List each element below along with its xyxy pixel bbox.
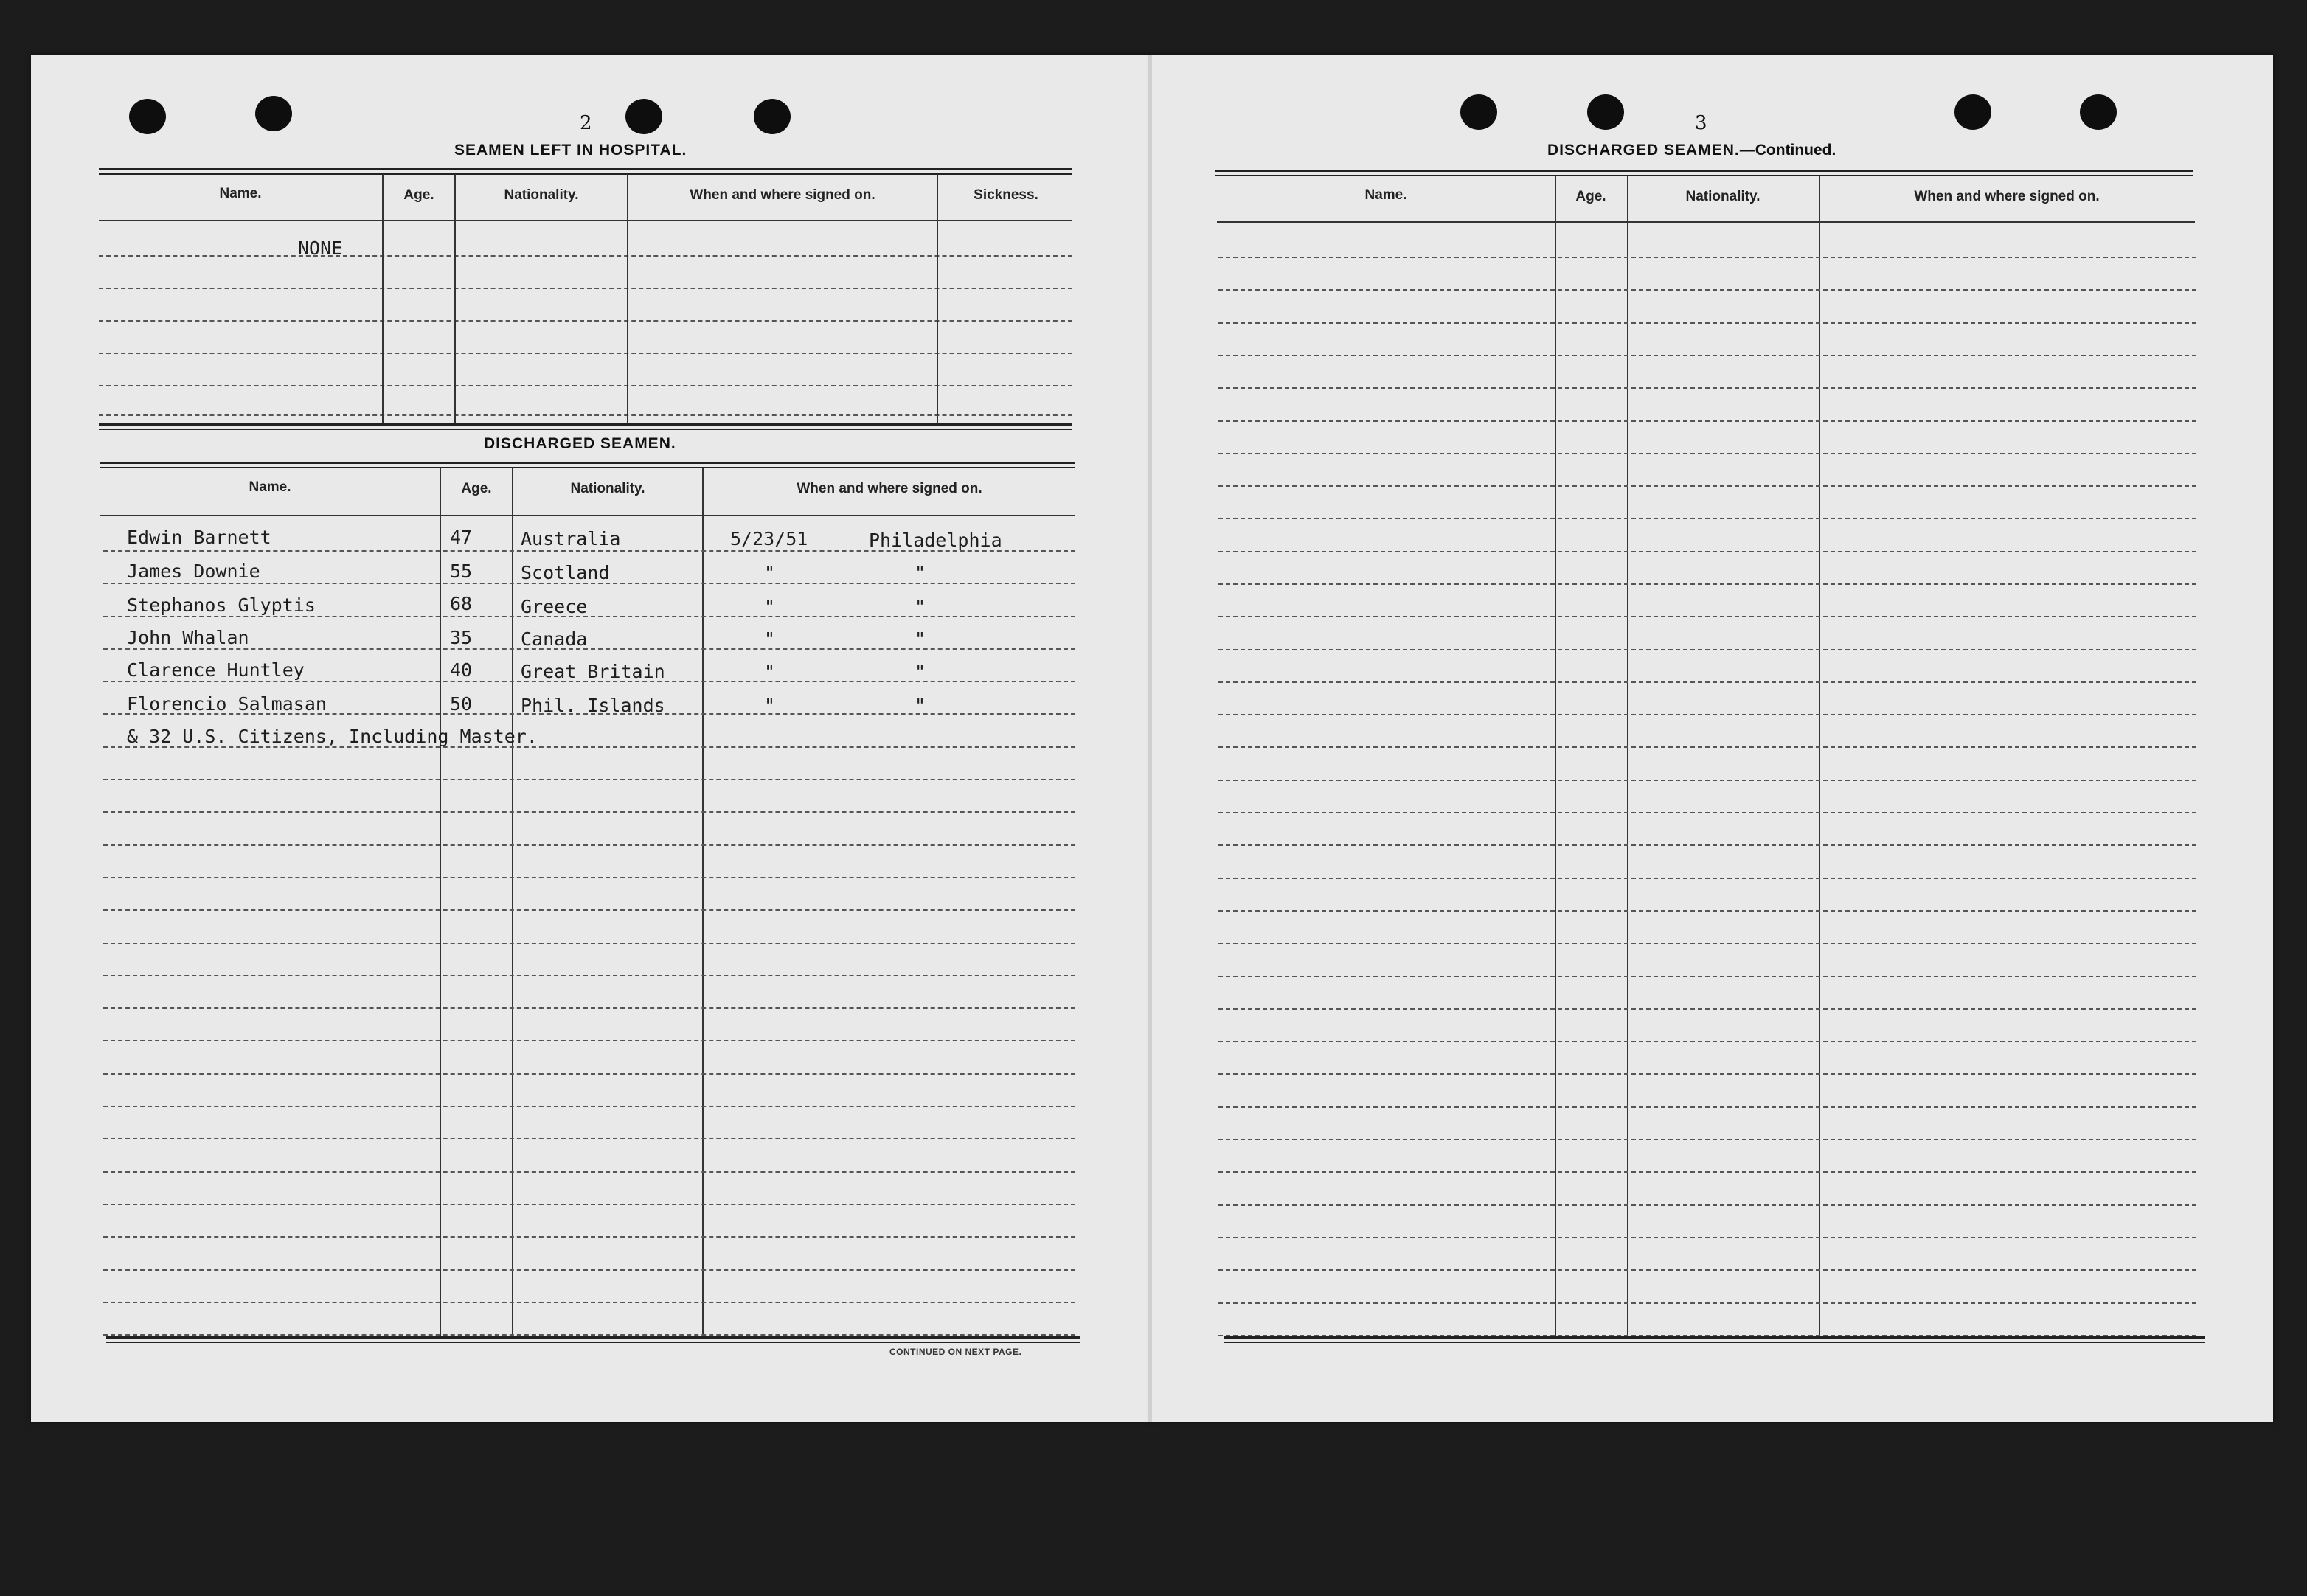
ledger-line [1218, 322, 2196, 324]
ledger-line [1218, 1269, 2196, 1271]
ledger-line [103, 877, 1075, 878]
ledger-line [1218, 714, 2196, 715]
seaman-date: " [764, 596, 776, 617]
punch-hole [255, 96, 292, 131]
ledger-line [1218, 257, 2196, 258]
seaman-place: " [915, 628, 926, 650]
punch-hole [1460, 94, 1497, 130]
column-divider [627, 174, 628, 425]
punch-hole [2080, 94, 2117, 130]
ledger-line [103, 1334, 1075, 1336]
ledger-line [1218, 420, 2196, 422]
hospital-col-nationality: Nationality. [504, 187, 579, 203]
continued-note: CONTINUED ON NEXT PAGE. [889, 1347, 1022, 1357]
page-spine [1148, 55, 1152, 1422]
page-number: 3 [1695, 112, 1707, 134]
seaman-date: " [764, 562, 776, 583]
column-divider [1555, 176, 1556, 1336]
ledger-line [1218, 1204, 2196, 1206]
hospital-col-age: Age. [403, 187, 434, 203]
hospital-section-title: SEAMEN LEFT IN HOSPITAL. [454, 142, 687, 159]
seaman-date: " [764, 628, 776, 650]
discharged-bottom-rule [106, 1336, 1080, 1343]
punch-hole [754, 99, 791, 134]
seaman-nationality: Canada [521, 628, 588, 650]
ledger-line [1218, 1171, 2196, 1173]
seaman-date: " [764, 695, 776, 716]
ledger-line [99, 353, 1072, 354]
hospital-top-rule [99, 168, 1072, 175]
hospital-col-signed-on: When and where signed on. [690, 187, 875, 203]
citizens-note: & 32 U.S. Citizens, Including Master. [127, 726, 538, 747]
punch-hole [1954, 94, 1991, 130]
ledger-line [103, 648, 1075, 650]
ledger-line [1218, 878, 2196, 879]
ledger-line [103, 1171, 1075, 1173]
ledger-line [1218, 453, 2196, 454]
ledger-line [1218, 1139, 2196, 1140]
ledger-line [1218, 649, 2196, 650]
ledger-line [103, 1040, 1075, 1041]
column-divider [702, 468, 704, 1338]
page-number: 2 [580, 112, 592, 134]
seaman-age: 40 [450, 659, 473, 681]
seaman-place: " [915, 661, 926, 682]
ledger-line [1218, 616, 2196, 617]
ledger-line [99, 414, 1072, 416]
right-page [1152, 55, 2273, 1422]
ledger-line [1218, 746, 2196, 748]
hospital-col-name: Name. [219, 186, 262, 201]
seaman-name: Florencio Salmasan [127, 693, 327, 715]
right-bottom-rule [1224, 1336, 2205, 1343]
ledger-line [1218, 910, 2196, 912]
seaman-age: 50 [450, 693, 473, 715]
seaman-name: Clarence Huntley [127, 659, 305, 681]
discharged-col-name: Name. [249, 479, 291, 495]
discharged-top-rule [100, 462, 1075, 468]
ledger-line [103, 779, 1075, 780]
ledger-line [99, 288, 1072, 289]
column-divider [440, 468, 441, 1338]
seaman-name: John Whalan [127, 627, 249, 648]
ledger-line [1218, 844, 2196, 846]
column-divider [937, 174, 938, 425]
seaman-nationality: Scotland [521, 562, 610, 583]
continued-suffix: —Continued. [1739, 142, 1836, 159]
ledger-line [103, 811, 1075, 813]
discharged-section-title: DISCHARGED SEAMEN. [484, 435, 676, 452]
ledger-line [1218, 355, 2196, 356]
seaman-date: " [764, 661, 776, 682]
ledger-line [1218, 681, 2196, 683]
ledger-line [103, 943, 1075, 944]
seaman-age: 55 [450, 561, 473, 582]
hospital-col-sickness: Sickness. [974, 187, 1038, 203]
column-divider [1819, 176, 1820, 1336]
seaman-place: " [915, 695, 926, 716]
ledger-line [103, 1302, 1075, 1303]
discharged-continued-title-text: DISCHARGED SEAMEN. [1547, 142, 1740, 159]
column-divider [1627, 176, 1628, 1336]
ledger-line [1218, 1302, 2196, 1304]
discharged-col-age: Age. [461, 481, 492, 496]
seaman-date: 5/23/51 [730, 528, 808, 549]
seaman-age: 68 [450, 593, 473, 614]
ledger-line [103, 1138, 1075, 1139]
ledger-line [103, 1269, 1075, 1271]
seaman-nationality: Greece [521, 596, 588, 617]
right-col-signed-on: When and where signed on. [1914, 189, 2100, 204]
ledger-line [103, 909, 1075, 911]
seaman-name: Edwin Barnett [127, 527, 271, 548]
right-col-nationality: Nationality. [1685, 189, 1760, 204]
seaman-place: Philadelphia [869, 530, 1002, 551]
ledger-line [99, 255, 1072, 257]
column-divider [454, 174, 456, 425]
right-col-name: Name. [1364, 187, 1407, 203]
seaman-age: 47 [450, 527, 473, 548]
ledger-line [1218, 1106, 2196, 1108]
seaman-place: " [915, 596, 926, 617]
punch-hole [129, 99, 166, 134]
seaman-name: Stephanos Glyptis [127, 594, 316, 616]
seaman-nationality: Australia [521, 528, 621, 549]
seaman-name: James Downie [127, 561, 260, 582]
ledger-line [99, 320, 1072, 322]
ledger-line [1218, 518, 2196, 519]
ledger-line [103, 844, 1075, 846]
discharged-header-rule [100, 515, 1075, 516]
column-divider [382, 174, 384, 425]
right-header-rule [1217, 221, 2195, 223]
punch-hole [625, 99, 662, 134]
ledger-line [1218, 551, 2196, 552]
ledger-line [1218, 583, 2196, 585]
ledger-line [103, 616, 1075, 617]
ledger-line [1218, 1041, 2196, 1042]
ledger-line [103, 1204, 1075, 1205]
ledger-line [103, 975, 1075, 976]
discharged-col-signed-on: When and where signed on. [797, 481, 982, 496]
ledger-line [1218, 485, 2196, 487]
ledger-line [99, 385, 1072, 386]
ledger-line [1218, 1073, 2196, 1075]
ledger-line [103, 1236, 1075, 1238]
seaman-place: " [915, 562, 926, 583]
ledger-line [103, 1106, 1075, 1107]
ledger-line [1218, 387, 2196, 389]
ledger-line [1218, 943, 2196, 944]
ledger-line [103, 1073, 1075, 1075]
ledger-line [1218, 289, 2196, 291]
ledger-line [103, 1007, 1075, 1009]
ledger-line [1218, 1237, 2196, 1238]
hospital-bottom-rule [99, 423, 1072, 430]
ledger-line [1218, 1008, 2196, 1010]
ledger-line [1218, 812, 2196, 813]
seaman-age: 35 [450, 627, 473, 648]
seaman-nationality: Great Britain [521, 661, 665, 682]
discharged-col-nationality: Nationality. [570, 481, 645, 496]
hospital-header-rule [99, 220, 1072, 221]
seaman-nationality: Phil. Islands [521, 695, 665, 716]
right-top-rule [1215, 170, 2193, 176]
column-divider [512, 468, 513, 1338]
discharged-continued-title [1547, 142, 1836, 159]
punch-hole [1587, 94, 1624, 130]
right-col-age: Age. [1575, 189, 1606, 204]
ledger-line [1218, 780, 2196, 781]
hospital-entry: NONE [298, 237, 343, 259]
ledger-line [1218, 976, 2196, 977]
